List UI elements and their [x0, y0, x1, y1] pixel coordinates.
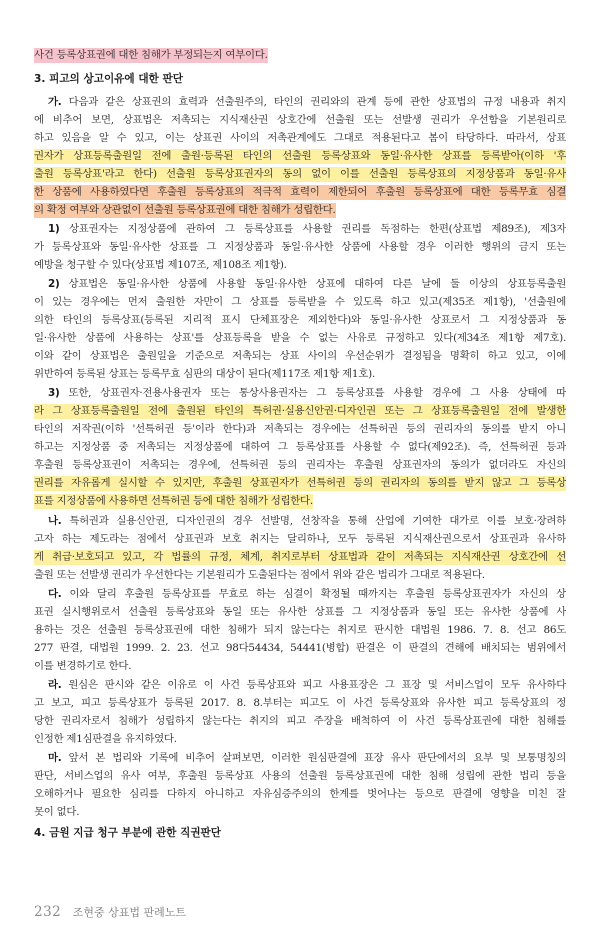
line-text: 이 있는 경우에는 먼저 출원한 자만이 그 상표를 등록받을 수 있도록 하고 있고(제35조 제1항), '선출원에: [34, 296, 566, 308]
item-marker: 라.: [48, 679, 62, 691]
line-text: 원심은 판시와 같은 이유로 이 사건 등록상표와 피고 사용표장은 그 표장 및 서비스업이 모두 유사하다: [61, 679, 566, 691]
text-line: [34, 659, 566, 674]
line-text: 가 등록상표와 동일·유사한 상표를 그 지정상품과 동일·유사한 상품에 사용할 경우 이러한 행위의 금지 또는: [34, 241, 566, 253]
text-line: [34, 240, 566, 255]
line-text: 못이 없다.: [34, 806, 80, 818]
text-line: [48, 587, 566, 602]
text-line: [34, 331, 566, 346]
line-text: 한 상품에 사용하였다면 후출원 등록상표의 적극적 효력이 제한되어 후출원 등록상표에 대한 등록무효 심결: [34, 186, 566, 198]
text-line: [34, 494, 313, 509]
text-line: [34, 295, 566, 310]
line-text: 다음과 같은 상표권의 효력과 선출원주의, 타인의 권리와의 관계 등에 관한 상표법의 규정 내용과 취지: [61, 96, 566, 108]
text-line: [48, 386, 566, 401]
text-line: [34, 113, 566, 128]
text-line: [34, 623, 566, 638]
line-text: 의 확정 여부와 상관없이 선출원 등록상표권에 대한 침해가 성립한다.: [34, 204, 336, 216]
text-line: [34, 568, 566, 583]
text-line: [34, 131, 566, 146]
text-line: [34, 605, 566, 620]
item-marker: 3): [48, 387, 60, 399]
text-line: [34, 532, 566, 547]
line-text: 출원 또는 선발생 권리가 우선한다는 기본원리가 도출된다는 점에서 위와 같은 법리가 그대로 적용된다.: [34, 569, 485, 581]
line-text: 이와 달리 후출원 등록상표를 무효로 하는 심결이 확정될 때까지는 후출원 등록상표권자가 자신의 상: [61, 588, 566, 600]
text-line: [48, 95, 566, 110]
line-text: 후출원 등록상표권이 저촉되는 경우에, 선특허권 등의 권리자는 후출원 상표권자의 동의가 없더라도 자신의: [34, 459, 566, 471]
line-text: 판단, 서비스업의 유사 여부, 후출원 등록상표 사용의 선출원 등록상표권에 대한 침해 성립에 관한 법리 등을: [34, 770, 566, 782]
text-line: [34, 167, 566, 182]
item-marker: 2): [48, 278, 60, 290]
line-text: 라 그 상표등록출원일 전에 출원된 타인의 특허권·실용신안권·디자인권 또는 그 상표등록출원일 전에 발생한: [34, 405, 566, 417]
text-line: [34, 404, 566, 419]
line-text: 게 취급·보호되고 있고, 각 법률의 규정, 체계, 취지로부터 상표법과 같이 저촉되는 지식재산권 상호간에 선: [34, 551, 566, 563]
text-line: [34, 149, 566, 164]
text-line: [48, 277, 566, 292]
page-footer: [34, 904, 186, 920]
text-line: [34, 458, 566, 473]
line-text: 출원 등록상표'라고 한다) 선출원 등록상표권자의 동의 없이 이를 선출원 등록상표의 지정상품과 동일·유사: [34, 168, 566, 180]
section-heading: 3. 피고의 상고이유에 대한 판단: [34, 73, 183, 85]
line-text: 하고 있음을 알 수 있고, 이는 상표권 사이의 저촉관계에도 그대로 적용된다고 봄이 타당하다. 따라서, 상표: [34, 132, 566, 144]
line-text: 상표권자는 지정상품에 관하여 그 등록상표를 사용할 권리를 독점하는 한편(상표법 제89조), 제3자: [59, 223, 566, 235]
item-marker: 나.: [48, 515, 62, 527]
line-text: 위반하여 등록된 상표는 등록무효 심판의 대상이 된다(제117조 제1항 제1호).: [34, 368, 375, 380]
text-line: [48, 222, 566, 237]
text-line: [34, 203, 336, 218]
line-text: 오해하거나 필요한 심리를 다하지 아니하고 자유심증주의의 한계를 벗어나는 등으로 판결에 영향을 미친 잘: [34, 788, 566, 800]
text-line: [34, 805, 566, 820]
text-line: [34, 440, 566, 455]
line-text: 예방을 청구할 수 있다(상표법 제107조, 제108조 제1항).: [34, 259, 287, 271]
line-text: 일·유사한 상품에 사용하는 상표'를 상표등록을 받을 수 없는 사유로 규정하고 있다(제34조 제1항 제7호).: [34, 332, 566, 344]
item-marker: 다.: [48, 588, 62, 600]
line-text: 용하는 것은 선출원 등록상표권에 대한 침해가 되지 않는다는 취지로 판시한 대법원 1986. 7. 8. 선고 86도: [34, 624, 566, 636]
line-text: 앞서 본 법리와 기록에 비추어 살펴보면, 이러한 원심판결에 표장 유사 판단에서의 요부 및 보통명칭의: [61, 752, 566, 764]
text-line: [48, 678, 566, 693]
line-text: 이와 같이 상표법은 출원일을 기준으로 저촉되는 상표 사이의 우선순위가 결정됨을 명확히 하고 있고, 이에: [34, 350, 566, 362]
line-text: 에 비추어 보면, 상표법은 저촉되는 지식재산권 상호간에 선출원 또는 선발생 권리가 우선함을 기본원리로: [34, 114, 566, 126]
text-line: [48, 751, 566, 766]
line-text: 권자가 상표등록출원일 전에 출원·등록된 타인의 선출원 등록상표와 동일·유사한 상표를 등록받아(이하 '후: [34, 150, 566, 162]
line-text: 또한, 상표권자·전용사용권자 또는 통상사용권자는 그 등록상표를 사용할 경우에 그 사용 상태에 따: [59, 387, 566, 399]
text-line: [34, 787, 566, 802]
text-line: [34, 367, 566, 382]
line-text: 표권 실시행위로서 선출원 등록상표와 동일 또는 유사한 상표를 그 지정상품과 동일 또는 유사한 상품에 사: [34, 606, 566, 618]
text-line: [34, 732, 566, 747]
item-marker: 마.: [48, 752, 62, 764]
text-line: [34, 48, 268, 63]
text-line: [34, 476, 566, 491]
section-heading: 4. 금원 지급 청구 부분에 관한 직권판단: [34, 827, 222, 839]
text-line: [34, 696, 566, 711]
line-text: 상표법은 동일·유사한 상품에 사용할 동일·유사한 상표에 대하여 다른 날에 둘 이상의 상표등록출원: [59, 278, 566, 290]
line-text: 의한 타인의 등록상표(등록된 지리적 표시 단체표장은 제외한다)와 동일·유사한 상표로서 그 지정상품과 동: [34, 314, 566, 326]
text-line: [48, 514, 566, 529]
item-marker: 가.: [48, 96, 62, 108]
line-text: 277 판결, 대법원 1999. 2. 23. 선고 98다54434, 54441(병합) 판결은 이 판결의 견해에 배치되는 범위에서: [34, 642, 566, 654]
line-text: 이를 변경하기로 한다.: [34, 660, 132, 672]
line-text: 사건 등록상표권에 대한 침해가 부정되는지 여부이다.: [34, 49, 268, 61]
line-text: 고 보고, 피고 등록상표가 등록된 2017. 8. 8.부터는 피고도 이 사건 등록상표와 유사한 피고 등록상표의 정: [34, 697, 566, 709]
text-line: [34, 313, 566, 328]
text-line: [34, 422, 566, 437]
line-text: 타인의 저작권(이하 '선특허권 등'이라 한다)과 저촉되는 경우에는 선특허권 등의 권리자의 동의를 받지 아니: [34, 423, 566, 435]
line-text: 하고는 지정상품 중 저촉되는 지정상품에 대하여 그 등록상표를 사용할 수 없다(제92조). 즉, 선특허권 등과: [34, 441, 566, 453]
page-number: 232: [34, 904, 62, 920]
line-text: 고자 하는 제도라는 점에서 상표권과 보호 취지는 달리하나, 모두 등록된 지식재산권으로서 상표권과 유사하: [34, 533, 566, 545]
text-line: [34, 349, 566, 364]
text-line: [34, 714, 566, 729]
line-text: 당한 권리자로서 침해가 성립하지 않는다는 취지의 피고 주장을 배척하여 이 사건 등록상표권에 대한 침해를: [34, 715, 566, 727]
text-line: [34, 641, 566, 656]
item-marker: 1): [48, 223, 60, 235]
text-line: [34, 185, 566, 200]
line-text: 표를 지정상품에 사용하면 선특허권 등에 대한 침해가 성립한다.: [34, 495, 313, 507]
text-line: [34, 769, 566, 784]
text-line: [34, 258, 566, 273]
line-text: 특허권과 실용신안권, 디자인권의 경우 선발명, 선창작을 통해 산업에 기여한 대가로 이를 보호·장려하: [61, 515, 566, 527]
line-text: 인정한 제1심판결을 유지하였다.: [34, 733, 177, 745]
line-text: 권리를 자유롭게 실시할 수 있지만, 후출원 상표권자가 선특허권 등의 권리자의 동의를 받지 않고 그 등록상: [34, 477, 566, 489]
text-line: [34, 550, 566, 565]
book-title: 조현중 상표법 판례노트: [72, 906, 187, 919]
